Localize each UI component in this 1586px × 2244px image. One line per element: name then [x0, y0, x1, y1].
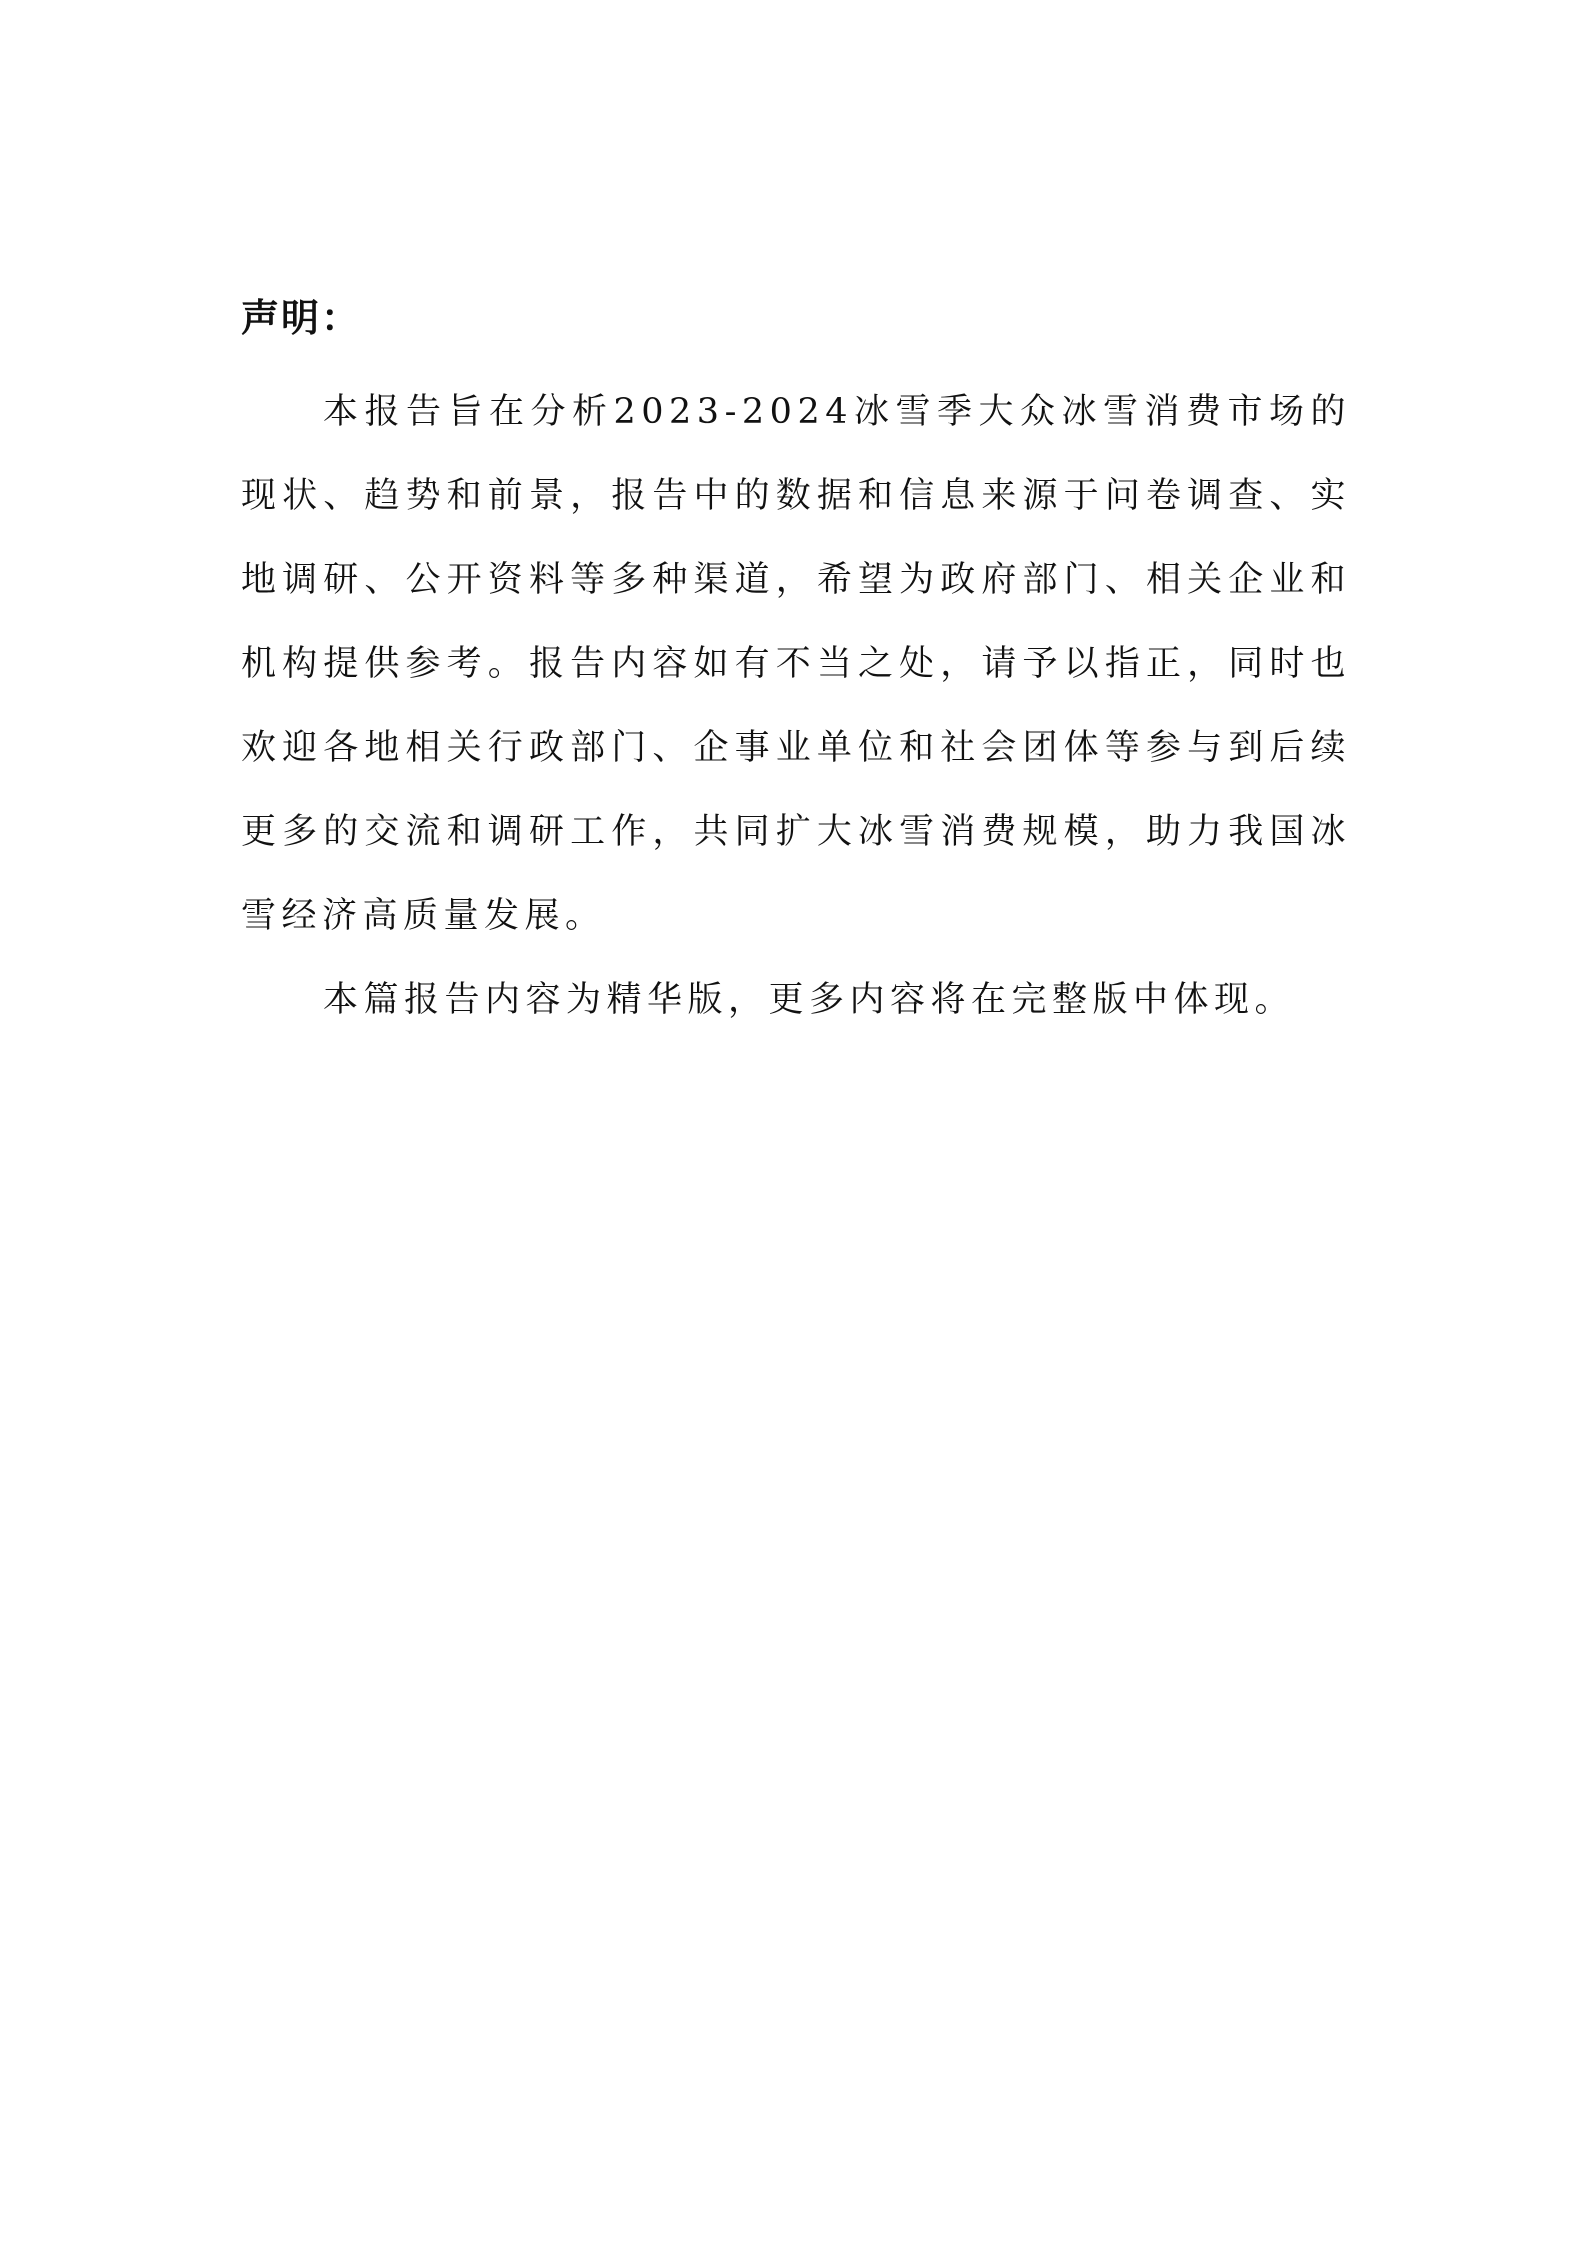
statement-body — [241, 370, 1351, 1042]
statement-paragraph-main: 本报告旨在分析2023-2024冰雪季大众冰雪消费市场的现状、趋势和前景，报告中的数据和信息来源于问卷调查、实地调研、公开资料等多种渠道，希望为政府部门、相关企业和机构提供参考。报告内容如有不当之处，请予以指正，同时也欢迎各地相关行政部门、企事业单位和社会团体等参与到后续更多的交流和调研工作，共同扩大冰雪消费规模，助力我国冰雪经济高质量发展。 — [241, 392, 1351, 936]
statement-paragraph-note: 本篇报告内容为精华版，更多内容将在完整版中体现。 — [323, 980, 1296, 1020]
statement-heading: 声明： — [241, 296, 362, 340]
